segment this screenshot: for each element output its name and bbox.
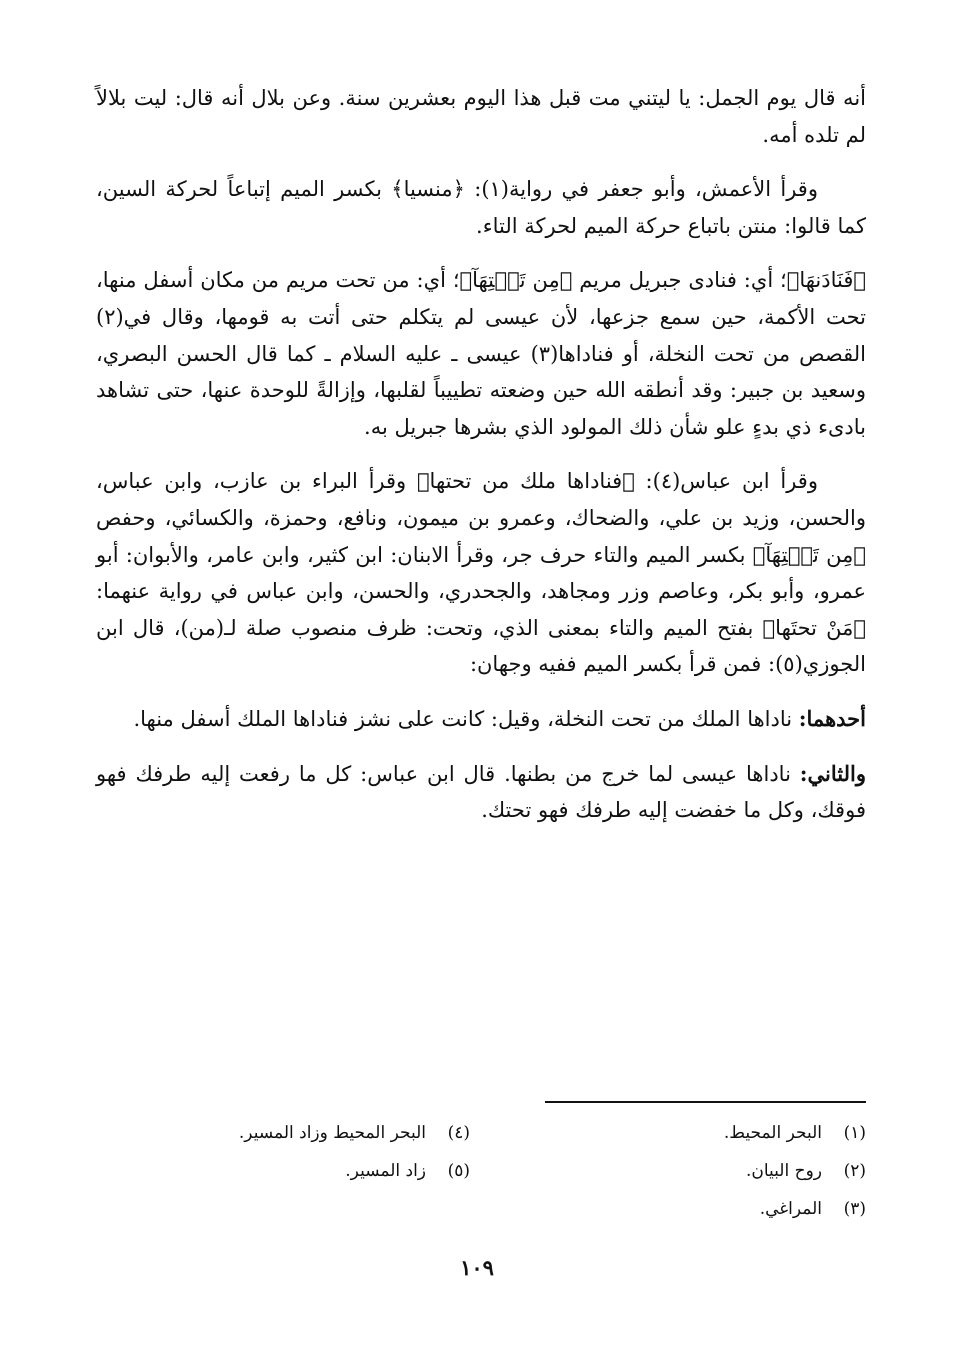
paragraph-text: ناداها عيسى لما خرج من بطنها. قال ابن عباس: كل ما رفعت إليه طرفك فهو فوقك، وكل ما خفضت إليه طرفك فهو تحتك.: [96, 761, 866, 823]
footnote-5: [160, 1152, 470, 1190]
paragraph-text: أنه قال يوم الجمل: يا ليتني مت قبل هذا اليوم بعشرين سنة. وعن بلال أنه قال: ليت بلالاً لم تلده أمه.: [96, 86, 866, 147]
footnote-1: [560, 1114, 866, 1152]
paragraph-text: وقرأ ابن عباس(٤): ﴿فناداها ملك من تحتها﴾ وقرأ البراء بن عازب، وابن عباس، والحسن، وزيد بن علي، والضحاك، وعمرو بن ميمون، ونافع، وحمزة، والكسائي، وحفص ﴿مِن تَحۡتِهَآ﴾ بكسر الميم والتاء حرف جر، وقرأ الابنان: ابن كثير، وابن عامر، والأبوان: أبو عمرو، وأبو بكر، وعاصم وزر ومجاهد، والجحدري، والحسن، وابن عباس في رواية عنهما: ﴿مَنْ تحتَها﴾ بفتح الميم والتاء بمعنى الذي، وتحت: ظرف منصوب صلة لـ(من)، قال ابن الجوزي(٥): فمن قرأ بكسر الميم ففيه وجهان:: [96, 469, 866, 677]
paragraph-text: وقرأ الأعمش، وأبو جعفر في رواية(١): ﴿منسيا﴾ بكسر الميم إتباعاً لحركة السين، كما قالوا: منتن باتباع حركة الميم لحركة التاء.: [96, 177, 866, 238]
paragraph-text: ﴿فَنَادَنهَا﴾؛ أي: فنادى جبريل مريم ﴿مِن تَحۡتِهَآ﴾؛ أي: من تحت مريم من مكان أسفل منها، تحت الأكمة، حين سمع جزعها، لأن عيسى لم يتكلم حتى أتت به قومها، وقال في(٢) القصص من تحت النخلة، أو فناداها(٣) عيسى ـ عليه السلام ـ كما قال الحسن البصري، وسعيد بن جبير: وقد أنطقه الله حين وضعته تطييباً لقلبها، وإزالةً للوحدة عنها، حتى تشاهد بادىء ذي بدءٍ علو شأن ذلك المولود الذي بشرها جبريل به.: [96, 268, 866, 439]
footnote-text: البحر المحيط وزاد المسير.: [238, 1123, 426, 1143]
footnote-separator: [545, 1101, 866, 1103]
footnote-number: (١): [843, 1123, 866, 1143]
paragraph-1: [96, 80, 866, 153]
paragraph-lead: والثاني:: [799, 760, 866, 786]
footnote-number: (٢): [843, 1161, 866, 1181]
footnote-number: (٣): [843, 1199, 866, 1219]
paragraph-3: [96, 262, 866, 445]
page-number: ١٠٩: [460, 1255, 494, 1280]
footnote-2: [560, 1152, 866, 1190]
footnotes-right-column: [560, 1114, 866, 1228]
footnote-text: البحر المحيط.: [723, 1123, 822, 1143]
footnote-text: زاد المسير.: [345, 1161, 426, 1181]
footnotes-left-column: [160, 1114, 470, 1190]
footnote-text: روح البيان.: [745, 1161, 822, 1181]
footnote-3: [560, 1190, 866, 1228]
paragraph-2: [96, 171, 866, 244]
paragraph-4: [96, 463, 866, 683]
paragraph-6: [96, 756, 866, 829]
footnote-number: (٤): [447, 1123, 470, 1143]
footnote-number: (٥): [447, 1161, 470, 1181]
footnote-text: المراغي.: [759, 1199, 822, 1219]
paragraph-lead: أحدهما:: [798, 705, 866, 731]
footnote-4: [160, 1114, 470, 1152]
paragraph-text: ناداها الملك من تحت النخلة، وقيل: كانت على نشز فناداها الملك أسفل منها.: [133, 706, 799, 731]
paragraph-5: [96, 701, 866, 738]
main-text: [96, 80, 866, 847]
